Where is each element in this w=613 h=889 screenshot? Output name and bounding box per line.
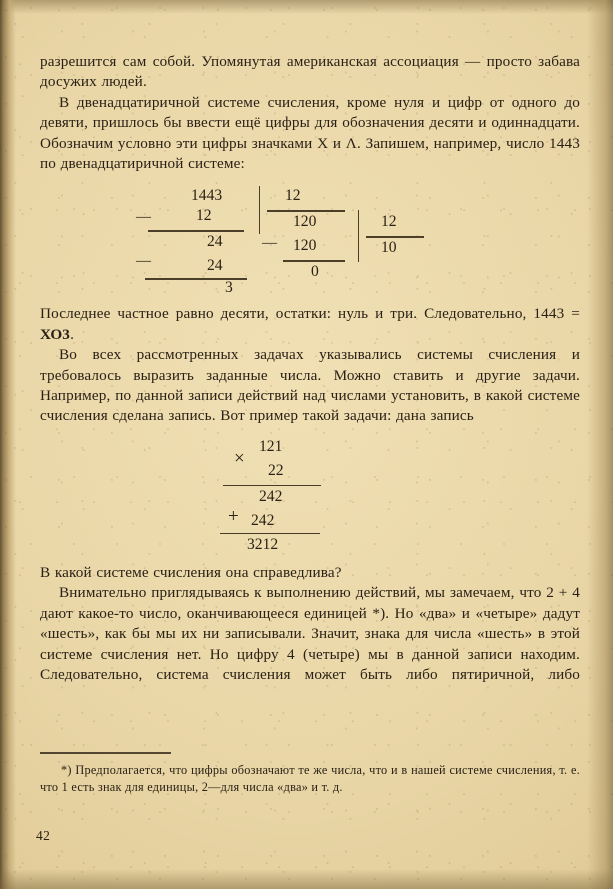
division-minus-1: — bbox=[136, 209, 151, 226]
multiplication-partial-2: 242 bbox=[251, 511, 275, 529]
division-rule-5 bbox=[366, 236, 424, 237]
division-rule-4 bbox=[283, 260, 345, 261]
scan-edge-right bbox=[587, 0, 613, 889]
division-minus-2: — bbox=[136, 253, 151, 270]
paragraph-6: Внимательно приглядываясь к выполнению действий, мы замечаем, что 2 + 4 дают какое-то число, оканчивающееся единицей *). Но «два» и «четыре» дадут «шесть», как бы мы их ни записывали. Значит, знака для числа «шесть» в этой системе счисления нет. Но цифру 4 (четыре) мы в данной записи находим. Следовательно, система счисления может быть либо пятиричной, либо bbox=[40, 584, 580, 683]
division-vbar-2 bbox=[358, 210, 359, 262]
division-subtrahend-1: 12 bbox=[196, 207, 212, 225]
paragraph-5: В какой системе счисления она справедлива? bbox=[40, 563, 342, 581]
multiplication-rule-2 bbox=[220, 533, 320, 535]
footnote bbox=[40, 762, 580, 795]
scan-edge-top bbox=[0, 0, 613, 14]
long-division-block bbox=[40, 186, 580, 297]
multiplication-plus-sign: + bbox=[228, 505, 239, 527]
page-content bbox=[40, 52, 580, 685]
multiplication-block bbox=[40, 437, 580, 553]
paragraph-3-tail: . bbox=[70, 325, 75, 343]
base12-number: ХО3 bbox=[40, 325, 71, 343]
footnote-separator bbox=[40, 752, 171, 754]
division-divisor-1: 12 bbox=[285, 187, 301, 205]
division-quotient-2: 10 bbox=[381, 239, 397, 257]
page-number: 42 bbox=[36, 828, 51, 843]
division-dividend: 1443 bbox=[191, 187, 223, 205]
multiplication-partial-1: 242 bbox=[259, 487, 283, 505]
division-remainder-1: 24 bbox=[207, 233, 223, 251]
division-final-remainder: 3 bbox=[225, 279, 233, 297]
paragraph-4: Во всех рассмотренных задачах указывались системы счисления и требовалось выразить заданные числа. Можно ставить и другие задачи. Например, по данной записи действий над числами установить, в какой системе счисления сделана запись. Вот пример такой задачи: дана запись bbox=[40, 346, 580, 425]
division-subtrahend-3: 120 bbox=[293, 237, 317, 255]
division-subtrahend-2: 24 bbox=[207, 257, 223, 275]
paragraph-2: В двенадцатиричной системе счисления, кроме нуля и цифр от одного до девяти, пришлось бы ввести ещё цифры для обозначения десяти и одиннадцати. Обозначим условно эти цифры значками Х и Λ. Запишем, например, число 1443 по двенадцатиричной системе: bbox=[40, 93, 580, 173]
multiplication-rule-1 bbox=[223, 485, 321, 487]
division-vbar-1 bbox=[259, 186, 260, 234]
division-remainder-2: 0 bbox=[311, 263, 319, 281]
division-divisor-2: 12 bbox=[381, 213, 397, 231]
division-rule-3 bbox=[267, 210, 345, 211]
division-minus-3: — bbox=[262, 235, 277, 252]
multiplication-product: 3212 bbox=[247, 535, 279, 553]
multiplication-factor-1: 121 bbox=[259, 437, 283, 455]
scan-edge-left bbox=[0, 0, 16, 889]
paragraph-1: разрешится сам собой. Упомянутая американская ассоциация — просто забава досужих людей. bbox=[40, 53, 580, 91]
multiplication-factor-2: 22 bbox=[268, 461, 284, 479]
scan-edge-bottom bbox=[0, 869, 613, 889]
paragraph-3 bbox=[40, 304, 580, 345]
division-rule-1 bbox=[148, 230, 244, 231]
multiplication-times-sign: × bbox=[234, 447, 245, 469]
paragraph-3-lead: Последнее частное равно десяти, остатки: нуль и три. Следовательно, 1443 = bbox=[40, 305, 580, 323]
division-quotient-1: 120 bbox=[293, 213, 317, 231]
footnote-text: *) Предполагается, что цифры обозначают те же числа, что и в нашей системе счисления, т. е. что 1 есть знак для единицы, 2—для числа «два» и т. д. bbox=[40, 763, 580, 794]
